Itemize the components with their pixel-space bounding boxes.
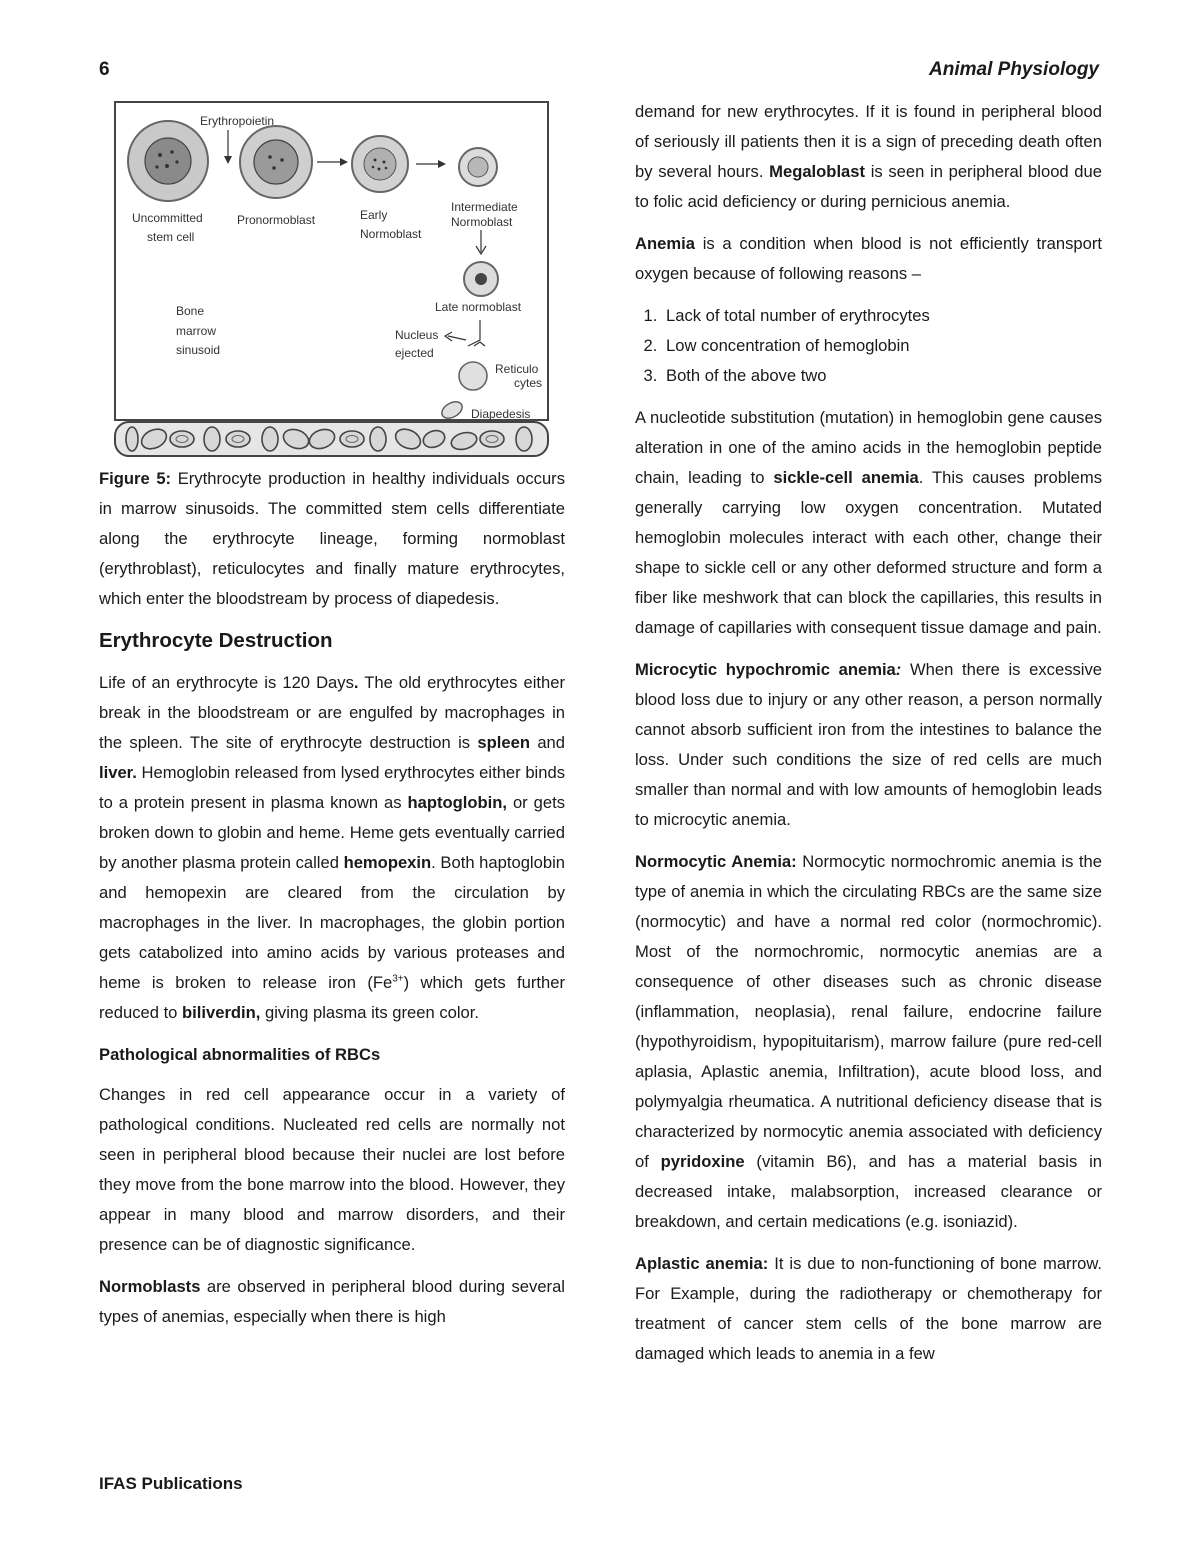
paragraph-normoblasts bbox=[99, 1272, 565, 1332]
figure-caption-text: Erythrocyte production in healthy individuals occurs in marrow sinusoids. The committed stem cells differentiate along the erythrocyte lineage, forming normoblast (erythroblast), reticulocytes and finally mature erythrocytes, which enter the bloodstream by process of diapedesis. bbox=[99, 469, 565, 608]
list-item: 3. Both of the above two bbox=[662, 361, 1102, 391]
text-run: A nucleotide substitution (mutation) in hemoglobin gene causes alteration in one of the amino acids in the hemoglobin peptide chain, leading to bbox=[635, 408, 1102, 487]
diapedesis-label: Diapedesis bbox=[471, 407, 531, 421]
section-heading-erythrocyte-destruction: Erythrocyte Destruction bbox=[99, 629, 333, 652]
erythropoietin-label: Erythropoietin bbox=[200, 114, 275, 128]
text-run: and bbox=[529, 733, 565, 752]
term-microcytic-hypochromic-anemia: Microcytic hypochromic anemia bbox=[635, 660, 896, 679]
text-run: It is due to non-functioning of bone marrow. For Example, during the radiotherapy or chemotherapy for treatment of cancer stem cells of the bone marrow are damaged which leads to anemia in a few bbox=[635, 1254, 1103, 1363]
nucleus-label-1: Nucleus bbox=[395, 328, 439, 342]
early-label-1: Early bbox=[360, 208, 388, 222]
paragraph-aplastic bbox=[635, 1249, 1102, 1369]
reticulocyte-cell bbox=[459, 362, 487, 390]
paragraph-normocytic bbox=[635, 847, 1102, 1237]
figure-caption-label: Figure 5: bbox=[99, 469, 172, 488]
footer-publisher: IFAS Publications bbox=[99, 1474, 243, 1493]
figure-caption bbox=[99, 464, 565, 614]
term-liver: liver. bbox=[99, 763, 137, 782]
reticulo-label-2: cytes bbox=[514, 376, 543, 390]
term-normocytic-anemia: Normocytic Anemia: bbox=[635, 852, 797, 871]
text-run: are observed in peripheral blood during several types of anemias, especially when there is high bbox=[99, 1277, 565, 1326]
term-biliverdin: biliverdin, bbox=[182, 1003, 261, 1022]
text-run: (vitamin B6), and has a material basis in decreased intake, malabsorption, increased clearance or breakdown, and certain medications (e.g. isoniazid). bbox=[635, 1152, 1103, 1231]
term-haptoglobin: haptoglobin, bbox=[407, 793, 508, 812]
term-sickle-cell-anemia: sickle-cell anemia bbox=[773, 468, 919, 487]
text-run: Hemoglobin released from lysed erythrocytes either binds to a protein present in plasma known as bbox=[99, 763, 565, 812]
text-run: Normocytic normochromic anemia is the type of anemia in which the circulating RBCs are the same size (normocytic) and have a normal red color (normochromic). Most of the normochromic, normocytic anemias are a consequence of other diseases such as chronic disease (inflammation, neoplasia), renal failure, endocrine failure (hypothyroidism, hypopituitarism), marrow failure (pure red-cell aplasia, Aplastic anemia, Infiltration), acute blood loss, and polymyalgia rheumatica. A nutritional deficiency disease that is characterized by normocytic anemia associated with deficiency of bbox=[635, 852, 1102, 1171]
left-column bbox=[99, 464, 565, 1344]
running-title: Animal Physiology bbox=[929, 59, 1099, 80]
paragraph-pathological: Changes in red cell appearance occur in a variety of pathological conditions. Nucleated red cells are normally not seen in peripheral blood because their nuclei are lost before they move from the bone marrow into the blood. However, they appear in many blood and marrow disorders, and their presence can be of diagnostic significance. bbox=[99, 1085, 565, 1254]
intermediate-normoblast-cell bbox=[459, 148, 497, 186]
list-item: 1. Lack of total number of erythrocytes bbox=[662, 301, 1102, 331]
text-run: When there is excessive blood loss due to injury or any other reason, a person normally cannot absorb sufficient iron from the intestines to balance the loss. Under such conditions the size of red cells are much smaller than normal and with low amounts of hemoglobin leads to microcytic anemia. bbox=[635, 660, 1102, 829]
bone-label-1: Bone bbox=[176, 304, 205, 318]
erythropoiesis-diagram bbox=[112, 100, 553, 460]
paragraph-destruction bbox=[99, 668, 565, 1028]
term-pyridoxine: pyridoxine bbox=[660, 1152, 745, 1171]
text-run: . This causes problems generally carrying low oxygen concentration. Mutated hemoglobin molecules interact with each other, change their shape to sickle cell or any other deformed structure and form a fiber like meshwork that can block the capillaries, this results in damage of capillaries with consequent tissue damage and pain. bbox=[635, 468, 1102, 637]
blood-vessel bbox=[115, 422, 548, 456]
term-anemia: Anemia bbox=[635, 234, 695, 253]
term-normoblasts: Normoblasts bbox=[99, 1277, 201, 1296]
uncommitted-label-2: stem cell bbox=[147, 230, 195, 244]
text-run-bold: . bbox=[353, 673, 359, 692]
nucleus-label-2: ejected bbox=[395, 346, 434, 360]
text-run: Life of an erythrocyte is 120 Days bbox=[99, 673, 354, 692]
text-run: The old erythrocytes either break in the bloodstream or are engulfed by macrophages in the spleen. The site of erythrocyte destruction is bbox=[99, 673, 565, 752]
anemia-reasons-list bbox=[635, 301, 1102, 391]
text-run: is a condition when blood is not efficiently transport oxygen because of following reasons – bbox=[635, 234, 1102, 283]
text-run: demand for new erythrocytes. If it is found in peripheral blood of seriously ill patients then it is a sign of preceding death often by several hours. bbox=[635, 102, 1102, 181]
late-normoblast-label: Late normoblast bbox=[435, 300, 522, 314]
pronormoblast-cell bbox=[240, 126, 312, 198]
early-normoblast-cell bbox=[352, 136, 408, 192]
paragraph-anemia bbox=[635, 229, 1102, 289]
bone-label-3: sinusoid bbox=[176, 343, 221, 357]
list-item: 2. Low concentration of hemoglobin bbox=[662, 331, 1102, 361]
diapedesis-cell bbox=[439, 398, 465, 421]
subheading-pathological-abnormalities: Pathological abnormalities of RBCs bbox=[99, 1045, 381, 1064]
paragraph-sickle-cell bbox=[635, 403, 1102, 643]
uncommitted-label-1: Uncommitted bbox=[132, 211, 203, 225]
text-run: or gets broken down to globin and heme. Heme gets eventually carried by another plasma protein called bbox=[99, 793, 566, 872]
late-normoblast-cell bbox=[464, 262, 498, 296]
text-run: ) which gets further reduced to bbox=[99, 973, 565, 1022]
bone-label-2: marrow bbox=[176, 324, 217, 338]
term-aplastic-anemia: Aplastic anemia: bbox=[635, 1254, 769, 1273]
early-label-2: Normoblast bbox=[360, 227, 422, 241]
superscript-charge: 3+ bbox=[392, 973, 404, 985]
intermediate-label-1: Intermediate bbox=[451, 200, 518, 214]
paragraph-microcytic bbox=[635, 655, 1102, 835]
intermediate-label-2: Normoblast bbox=[451, 215, 513, 229]
page-number: 6 bbox=[99, 59, 110, 80]
paragraph-megaloblast bbox=[635, 97, 1102, 217]
right-column bbox=[635, 97, 1102, 1381]
text-run-bold-italic: : bbox=[895, 660, 902, 679]
stem-cell bbox=[128, 121, 208, 201]
pronormoblast-label: Pronormoblast bbox=[237, 213, 316, 227]
reticulo-label-1: Reticulo bbox=[495, 362, 539, 376]
text-run: . Both haptoglobin and hemopexin are cleared from the circulation by macrophages in the liver. In macrophages, the globin portion gets catabolized into amino acids by various proteases and heme is broken to release iron (Fe bbox=[99, 853, 565, 992]
term-hemopexin: hemopexin bbox=[343, 853, 432, 872]
erythropoiesis-figure bbox=[112, 100, 553, 460]
term-spleen: spleen bbox=[477, 733, 530, 752]
text-run: giving plasma its green color. bbox=[260, 1003, 480, 1022]
term-megaloblast: Megaloblast bbox=[769, 162, 866, 181]
text-run: is seen in peripheral blood due to folic acid deficiency or during pernicious anemia. bbox=[635, 162, 1102, 211]
